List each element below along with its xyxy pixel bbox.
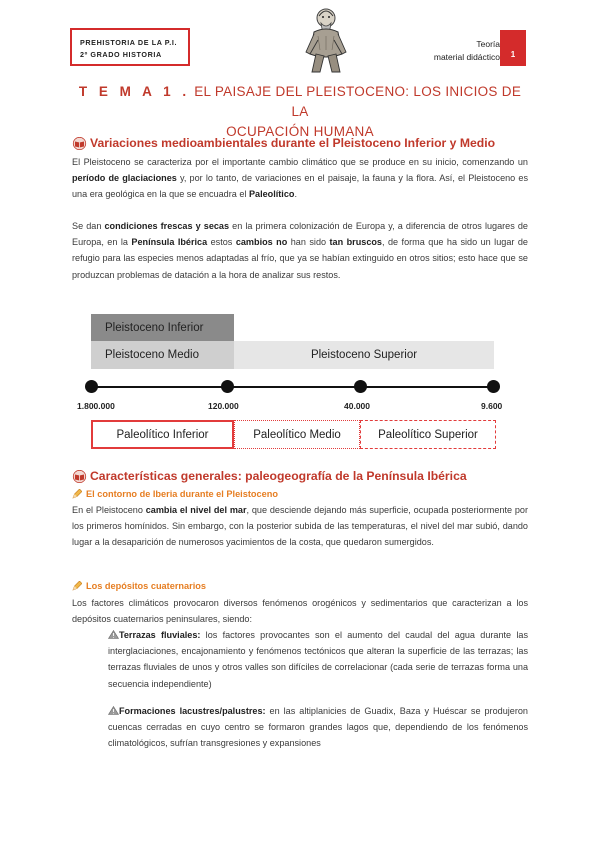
title-tema: T E M A 1 . [78, 84, 191, 99]
title-line-2: OCUPACIÓN HUMANA [226, 124, 374, 139]
section-1-heading [72, 136, 532, 150]
paleolitico-medio-box: Paleolítico Medio [234, 420, 360, 449]
section-1-paragraph-2: Se dan condiciones frescas y secas en la primera colonización de Europa y, a diferencia de otros lugares de Europa, en la Península Ibérica estos cambios no han sido tan bruscos, de forma que ha sido un lugar de refugio para las especies menos adaptadas al frío, que ya se habían extinguido en otros sitios; esto hace que se produzcan problemas de datación a la hora de analizar sus restos. [72, 221, 528, 280]
course-line-2: 2º GRADO HISTORIA [80, 50, 162, 59]
title-line-1: EL PAISAJE DEL PLEISTOCENO: LOS INICIOS DE LA [194, 84, 522, 119]
timeline-dot-3 [354, 380, 367, 393]
subsection-contorno-heading [72, 489, 532, 499]
section-1-paragraph-1: El Pleistoceno se caracteriza por el importante cambio climático que se produce en su inicio, comenzando un período de glaciaciones y, por lo tanto, de variaciones en el paisaje, la fauna y la flora. Así, el Pleistoceno es una era geológica en la que se encuadra el Paleolítico. [72, 157, 528, 200]
header-teoria: Teoría [476, 39, 500, 49]
section-2-paragraph-2: Los factores climáticos provocaron diversos fenómenos orogénicos y sedimentarios que caracterizan a los depósitos cuaternarios peninsulares, siendo: [72, 598, 528, 625]
timeline-date-3: 40.000 [344, 401, 370, 411]
timeline-dot-4 [487, 380, 500, 393]
timeline-dot-2 [221, 380, 234, 393]
section-2-heading [72, 469, 532, 483]
subsection-contorno-title: El contorno de Iberia durante el Pleistoceno [86, 489, 278, 499]
warning-triangle-icon [108, 630, 119, 639]
page-title [72, 82, 528, 142]
subsection-depositos-title: Los depósitos cuaternarios [86, 581, 206, 591]
list-item-formaciones: Formaciones lacustres/palustres: en las altiplanicies de Guadix, Baza y Huéscar se produjeron cuencas cerradas en cuyo centro se formaron grandes lagos que, dependiendo de los fenómenos climatológicos, sufrían transgresiones y expansiones [108, 706, 528, 749]
timeline-date-2: 120.000 [208, 401, 239, 411]
timeline-dot-1 [85, 380, 98, 393]
list-item-terrazas: Terrazas fluviales: los factores provocantes son el aumento del caudal del agua durante las interglaciaciones, encajonamiento y fenómenos tectónicos que alteran la superficie de las terrazas; las terrazas fluviales de unos y otros valles son difíciles de correlacionar (cada serie de terrazas forma una secuencia independiente) [108, 630, 528, 689]
pencil-icon [72, 489, 82, 499]
pencil-icon [72, 581, 82, 591]
warning-triangle-icon [108, 706, 119, 715]
subsection-depositos-heading [72, 581, 532, 591]
course-line-1: PREHISTORIA DE LA P.I. [80, 38, 178, 47]
book-icon [72, 137, 87, 150]
timeline-pleistoceno-medio: Pleistoceno Medio [91, 341, 234, 369]
book-icon [72, 470, 87, 483]
paleolitico-superior-box: Paleolítico Superior [360, 420, 496, 449]
paleolitico-inferior-box: Paleolítico Inferior [91, 420, 234, 449]
section-1-title: Variaciones medioambientales durante el Pleistoceno Inferior y Medio [90, 136, 496, 150]
timeline-axis [90, 386, 494, 388]
timeline-date-1: 1.800.000 [77, 401, 115, 411]
timeline-pleistoceno-superior: Pleistoceno Superior [234, 341, 494, 369]
timeline-pleistoceno-inferior: Pleistoceno Inferior [91, 314, 234, 341]
caricature-ape-figure-icon [300, 6, 352, 76]
header-right [400, 38, 500, 64]
page-number: 1 [500, 30, 526, 66]
header-material: material didáctico [433, 52, 500, 62]
timeline-date-4: 9.600 [481, 401, 503, 411]
section-2-paragraph-1: En el Pleistoceno cambia el nivel del mar, que desciende dejando más superficie, ocupada posteriormente por los primeros homínidos. Sin embargo, con la posterior subida de las temperaturas, el nivel del mar subió, dando lugar a la desaparición de numerosos yacimientos de la costa, que quedaron sumergidos. [72, 505, 529, 548]
course-box [70, 28, 190, 66]
section-2-title: Características generales: paleogeografía de la Península Ibérica [90, 469, 467, 483]
